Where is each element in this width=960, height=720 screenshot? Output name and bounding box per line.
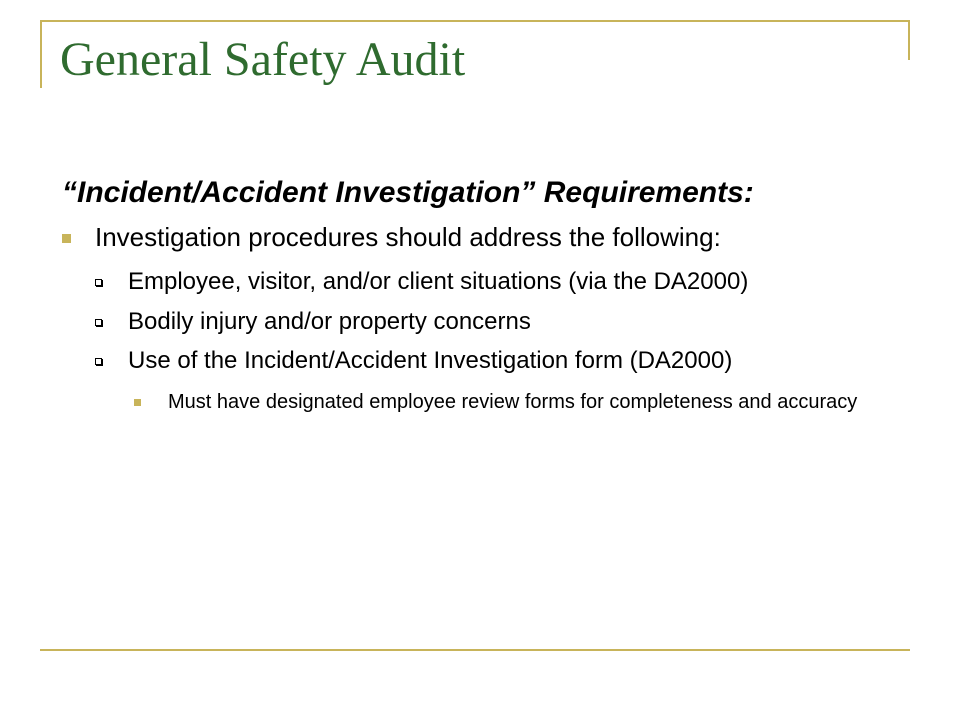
sub-bullet-list: [95, 267, 862, 415]
slide-body: [62, 174, 862, 425]
sub-sub-bullet-list: [128, 389, 862, 415]
sub-sub-bullet-text: Must have designated employee review forms for completeness and accuracy: [168, 391, 858, 414]
sub-bullet-text: Bodily injury and/or property concerns: [128, 307, 531, 335]
hollow-square-bullet-icon: [95, 358, 102, 365]
sub-bullet-text: Use of the Incident/Accident Investigation form (DA2000): [128, 346, 733, 374]
bullet-text: Investigation procedures should address the following:: [95, 222, 721, 253]
square-bullet-icon: [62, 234, 71, 243]
right-divider: [908, 20, 910, 60]
left-divider: [40, 20, 42, 88]
section-heading: “Incident/Accident Investigation” Requirements:: [62, 176, 754, 209]
hollow-square-bullet-icon: [95, 279, 102, 286]
bullet-item: [62, 221, 862, 415]
bottom-divider: [40, 649, 910, 651]
sub-bullet-item: [95, 307, 862, 336]
bullet-list: [62, 221, 862, 415]
sub-bullet-item: [95, 267, 862, 296]
top-divider: [40, 20, 910, 22]
sub-bullet-text: Employee, visitor, and/or client situations (via the DA2000): [128, 268, 749, 296]
small-square-bullet-icon: [134, 399, 141, 406]
sub-sub-bullet-item: [128, 389, 862, 415]
hollow-square-bullet-icon: [95, 319, 102, 326]
sub-bullet-item: [95, 346, 862, 415]
slide-title: General Safety Audit: [60, 33, 466, 86]
